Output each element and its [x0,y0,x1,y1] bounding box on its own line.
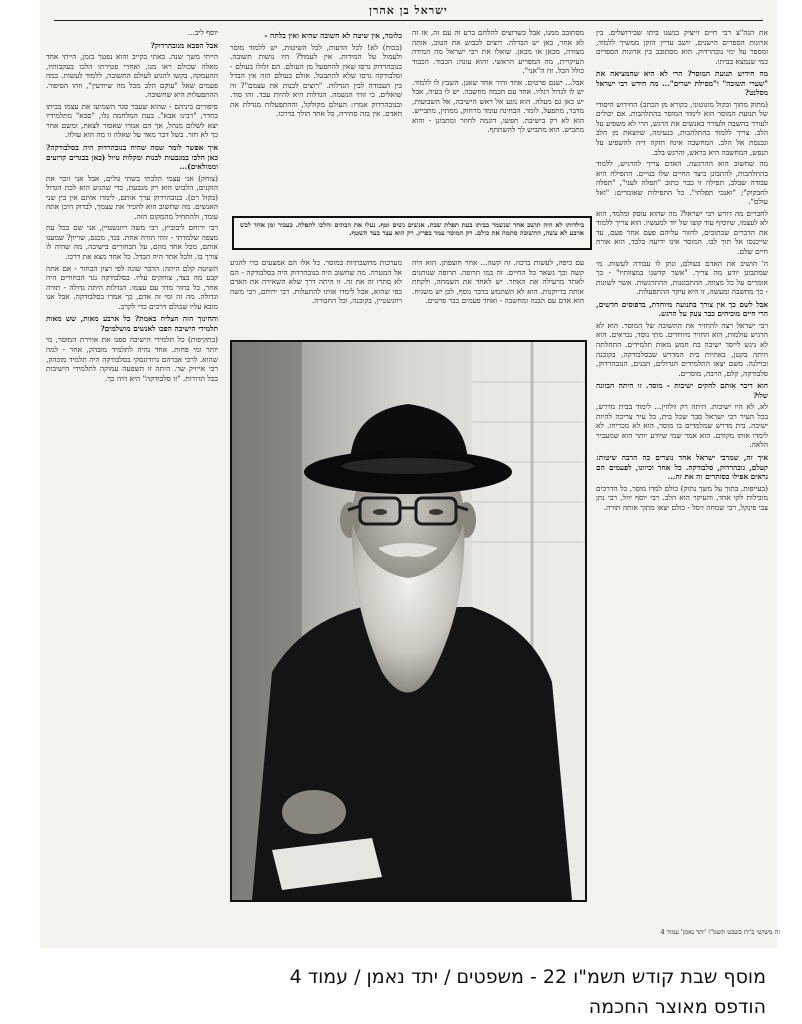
paragraph: את הגה"צ רבי חיים זייציק בגשנו ביתו שבירושלים. בין ארונות הספרים הישנים, יושב עדיין הזקן ממשיך ללמוד, ומספר על ימי נובהרדוק. הוא מסתובב בין ארונות הספרים כמי שנמצא בביתו. [596,28,768,66]
paragraph: אבל... ישנם פרטים. אחד זהיר אחד שאנן. השבץ לו ללמוד. יש לו לגדול רגליו. אחד עם חכמה מחשבה. יש לו בעיה, אבל יש כאן גם מעלה. הוא נוגע אל ראש הישיבה, אל השבועות, מדבר, מתפעל, לומד. הבחינה עומד מרחוק, ממתין, מתבייש. הוא לא רק בישיבה. חפשו, דוגמה לחוזר ומתבונן - והוא מתביש. הוא מתביש לך להשתתף. [412,77,584,135]
paragraph: רבי ירוחם ליבוביץ, רבי משה רוזנשטיין, אני שם בכל עת מצפה שלמדתי - זוהי תורה אחת. בגד, מכנס, שריון? שמענו אותם, מכל אחד מהם, על הבחורים בישיבה, מה שהיה לו צורך בו. ולכל אחד היה הבדל. כל אחד מצא את דרכו. [46,223,218,262]
paragraph: (צוחק) אני עצמי הלכתי בשתי גולים, אבל אני זוכר את הזקנים, הלבוש הוא רק מגבעת, כדי שהגיע הוא לכת הגדול (בקול רם). בנובהרדוק ערך אותם, לימדו אותם אין בין שני האנשים. מה שחשוב הוא להכיר את עצמך, לבדוק היכן אתה עומד, ולהתחיל מהמקום הזה. [46,173,218,221]
interview-question: כלומר, אין שיטה לא חשובה שהיא ואין בלתה - [264,31,402,40]
rabbi-portrait-photo [230,340,587,902]
paragraph: ה' הושיב את האדם בעולם, ונתן לו עבודה לעשות. מי שמתבונן יודע מה צריך. "אשר קדשנו במצוותיו" - כך אומרים על כל מצווה. ההתבוננות, ההתרגשות. אשר לשונות - כך מחשבה ומעשה, זו היא עיקר ההתפעלות. [596,258,768,297]
paragraph: הייתי משך שנה. באתי בקייב והוא נפטר בזמן, הייתי אחד מאלה שכולם ראו מנו, ואחרי פטירתו הלכו בעקבותיו, ההעמקה, בקשו להגיע לעולם התשובה, ללמוד לעשות. כמה פעמים שאל "עוקם הלב מכל מה שיודעין", וזהו הסיפור. ההתפעלות היא שחשובה. [46,52,218,100]
article-column-2-lower [412,258,584,334]
paragraph: השיטה קלם היתה: הדבר שונה לפי רצון הבחור - אם אתה קבע מה בצד, צוחקים עליו. בסלבודקה נגד הבחורים היה אחר, כל בחור מדד עם עצמו. הגדלות היתה גדולה - תורה וגדולה. מה זה ומי זה אדם, כך אמרו בסלבודקה. אבל אנו מובא עליו שכולם דרכים כדי לקרב. [46,263,218,311]
boxed-caption: בילדותו לא היה תושב אחד שנשמר בביתו בעת תפלת שבת. אנשים נשים וטף. נעלו את הבתים והלכו לתפלה. כעבור זמן אחד לבש ארבע לא עשה, התשובה סתמה את כולם. רק המוסר עמד בפרץ. רק הוא עצר בעד השטף. [232,216,592,250]
article-column-3-lower [230,258,402,334]
newspaper-page-scan [40,0,780,948]
paragraph: מסתובב ממנו, אבל כשרוצים להלחם ברע זה עם זה, אז זה לא אחר, כאן יש הבדלה. רוצים לכבוש את הטוב, אותה מצודה, מכאן או מכאן. שואלו את רבי ישראל מה המידה העיקרית, מה המפריע הראשי. והוא עונה: הכבוד. הכבוד כולל הכל. זה ה"אני". [412,28,584,76]
paragraph: (מתוק מתוך ובקול מונוטוני, כקורא מן הכתב) החידוש היסודי של תנועת המוסר הוא לימוד המוסר בהתלהבות. אם יכולים לעורר בהשבה ולעורר באנשים את הרגש, הרי לא משפיע על הלב. צריך ללמוד בהתלהבות, בנעימה, שיוצאת מן הלב ונכנסת אל הלב. המחשבה אינה חזקה דיה להשפיע על הנפש, המחשבה היא בראש, והרגש בלב. [596,99,768,157]
paragraph: (בכוח) לא! לכל הדעות, לכל השיטות, יש ללמוד מוסר ולעמול על המידות. אין לעמול? היו נושות תשובה. בנובהרדוק גרסו שאין להתפעל מן העולם. הם זלזלו בעולם - וסלבודקה גרסו שלא להתבטל. אולם בעולם הזה אין הבדל בין העבודה לבין הגדלות. "רוצים לבנות את עצמם"? זה שואלים. כי זוהי הנשמה. הגדלות היא להיות עבד. זהו סוד. ובנובהרדוק אמרו: העולם מקולקל, וההתפעלות מגדלת את האדם. אין בזה סתירה, כל אחד הולך בדרכו. [230,42,402,119]
article-column-3 [230,28,402,206]
paragraph: יוסף ליב... [187,28,218,37]
paragraph: (בעייפות, בתוך על משך נתוק) כולם למדו מוסר, כל הדרכים מובילות לקו אחד, והעיקר הוא הלב. רבי יוסף יוזל, רבי נתן צבי פינקל, רבי שמחה זיסל - כולם יצאו מתוך אותה תורה. [596,483,768,512]
paragraph: עם כיפה, לעשות ברכה. זה קשה... אחר חוצפתן. הוא היה קשה וכך נשאר כל החיים. זה כמו תרופה. תרופה שנותנים לאחד מרעילה את האחר. יש לאחד את השמחה, ולקחת אותה בדיוקנות. הוא לא השתמש בדבר נוסף, לכן יש משגיח. הוא אדם עם הבנה ומחשבה - ואחד פעמים כבר פרטים. [412,258,584,306]
interview-question: הוא דיבר אותם להקים ישיבות - מוסד. זו היתה הכוונה שלו? [596,381,768,400]
paragraph: מערכות מחשבתיות במוסר. כל אלו הם אמצעים כדי להגיע אל המטרה. מה שחשוב היה בנובהרדוק היה בסלבודקה - הם לא סתרו זה את זה. זו היתה דרך שלא השאירה את האדם כפי שהוא, אבל לימדו אותו להתעלות. רבי ירוחם, רבי משה רוזנשטיין, בקובנה, וכל החבורה. [230,258,402,306]
article-column-4 [46,28,218,906]
paragraph: לא, לא היו ישיבות. היתה רק וולוזין... לימוד בבית מדרש, בכל העיר רבי ישראל סבר שכל בית, כל עיר צריכה להיות ישיבה. בית מדרש שמלמדים בו מוסר, הוא לא מכריחו. לא לימדו אותו מקודם. הוא אמר שמי שיודע יותר הוא שמעביר הלאה. [596,402,768,450]
portrait-illustration [232,342,585,900]
paragraph: סיפורים ביניהם - שהוא שעבר סגר השמיעו את עצמו בביתו בחדר, "רבינו אבא". בעת המלחמה גלו, "סבא" מתלמידיו יצא לשלום מנהל, אך הם אמרו שאסור לצאת, ומשם אחר כך לא חזר. בשל דבר מאד על שאלה זו מה הוא עולה. [46,101,218,140]
page-footer-note: זה משישי ב'ית בשבט תשמ"ו 'יתד נאמן' עמוד 4 [660,928,780,936]
header-rule [54,20,763,21]
interview-question: אבל לשם כך אין צורך בתנועה מיוחדת, בדפוסים חדשים, הרי חיים מוכיחים כבר צעק על הרגש. [596,299,768,319]
paragraph: מה שחשוב הוא ההרגשה. האדם צריך להרגיש, ללמוד בהתלהבות, להתבונן כיצד החיים שלו בנויים. התפילה היא עבודה שבלב, תפילה זו כבר כתוב "תפלה לעני", "תפלה לחבקוק"; "ואנכי תפלתי". כל התפילות שאומרים: "ואל עולם". [596,159,768,207]
paragraph: לחברים מה דורש רבי ישראל? מה שהוא עוסק ומלמד, הוא לא לעצמו, שיוסיף עוד קוצו של יוד למעשיו. הוא צריך ללמוד את הדברים שכתובים, לחזור עליהם פעם אחר פעם, עד שייכנסו אל תוך לבו. המוסר אינו ידיעה בלבד, הוא אורח חיים שלם. [596,208,768,257]
interview-question: מה חידוש תנועת המוסר? הרי לא היא שהמציאה את "שערי תשובה" ו"מסילת ישרים"... מה חידש רבי ישראל מסלנט? [596,69,768,98]
source-caption-line-1: מוסף שבת קודש תשמ"ו 22 - משפטים / יתד נאמן / עמוד 4 [289,966,766,988]
interview-question: והחינוך הזה הצליח באמת? כל ארבע מאות, שש מאות תלמידי הישיבה הפכו לאנשים מושלמים? [46,314,218,333]
article-column-1 [596,28,768,906]
interview-question: איך אפשר לומר שמה שהיה בנובהרדוק היה בסלבודקה? כאן הלכו במגבעות לבנות ומקלות טיול (כאן בבגדים קרועים וממולאים)... [46,143,218,172]
paragraph: רבי ישראל רצה להחזיר את התשובה של המוסר. הוא לא הרגיש עולמות, הוא החזיר מיוחדים. מתי נוסד, נבראים. הוא לא ניגש לייסד ישיבה בת חמש מאות תלמידים. התחלתה היתה בקטן, באתיות בית המדרש שבסלבודקה, בקובנה ובוילנה. משם יצאו התלמידים הגדולים, הבנים, הנובהרדוק, סלבודקה, קלם, הרבה, מוסרים. [596,320,768,378]
interview-question: איך זה, שמרבי ישראל אחד נוצרים כה הרבה שיטות: קעלם, נובהרדוק, סלבודקה. כל אחד וכיוונו, לפעמים הם נראים אפילו כסותרים זה את זה... [596,452,768,482]
paragraph: (בתקיפות) כל תלמידי הישיבה ספגו את אווירת המוסר, מי יותר ומי פחות. אחד נהיה לתלמיד מובהק, אחר - למה שהוא. לרבי אברהם גרודזנסקי בסלבודקה היה תלמיד מובהק, רבי אייזיק שר. היתה זו השפעה עמוקה לתלמידי הישיבות בכל הדורות. "זו סלבודקה" היא היה כך. [46,335,218,383]
source-caption-line-2: הודפס מאוצר החכמה [588,996,766,1018]
interview-question: אבל הסבא מנובהרדוק? [150,40,218,50]
page-header-author: ישראל בן אהרן [369,4,448,17]
article-column-2 [412,28,584,246]
